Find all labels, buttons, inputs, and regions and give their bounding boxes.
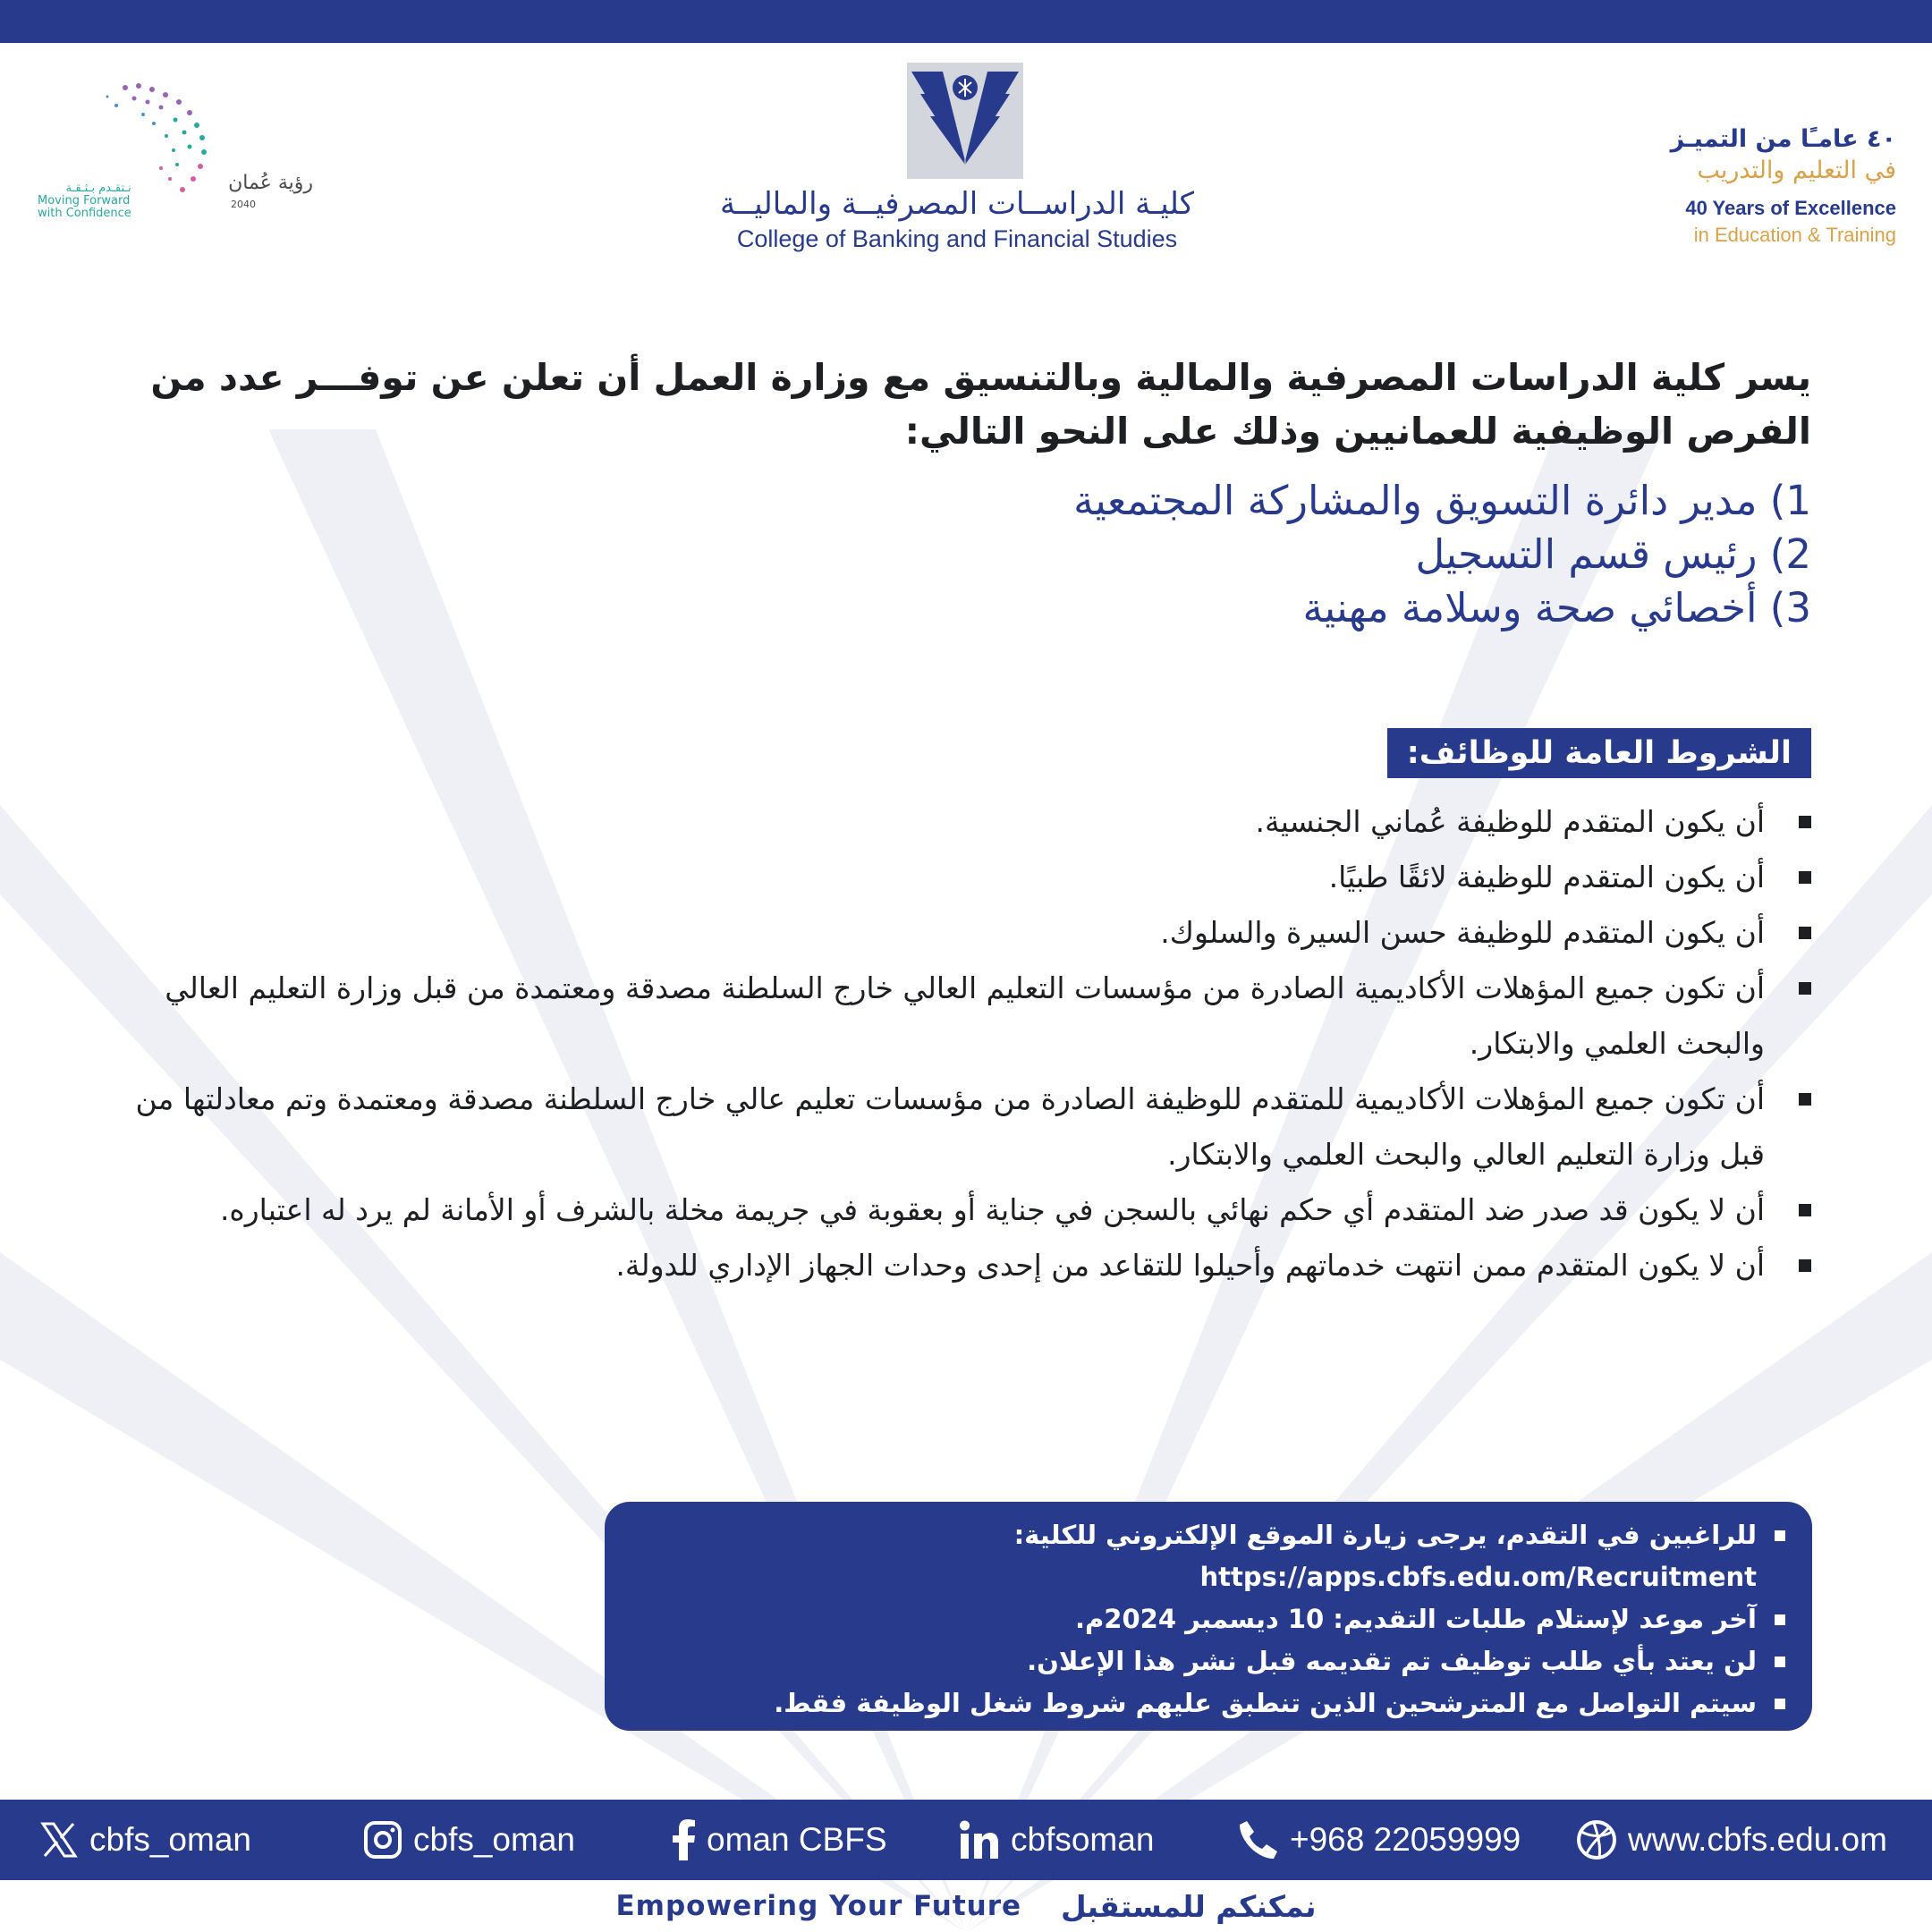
condition-text: أن لا يكون المتقدم ممن انتهت خدماتهم وأحيلوا للتقاعد من إحدى وحدات الجهاز الإداري للدولة.: [615, 1248, 1765, 1283]
vision-arabic-label: رؤية عُمان: [228, 172, 313, 194]
condition-text: أن يكون المتقدم للوظيفة حسن السيرة والسلوك.: [1160, 915, 1765, 950]
anniversary-en-line1: 40 Years of Excellence: [1685, 197, 1896, 219]
apply-deadline-item: [631, 1598, 1785, 1640]
condition-text: أن يكون المتقدم للوظيفة لائقًا طبيًا.: [1328, 860, 1765, 894]
condition-text: أن تكون جميع المؤهلات الأكاديمية للمتقدم للوظيفة الصادرة من مؤسسات تعليم عالي خارج السلطنة مصدقة ومعتمدة وتم معادلتها من قبل وزارة التعليم العالي والبحث العلمي والابتكار.: [135, 1081, 1765, 1172]
bullet-square-icon: [1775, 1699, 1785, 1709]
footer-phone-link[interactable]: [1238, 1800, 1521, 1880]
bullet-square-icon: [1799, 927, 1811, 939]
conditions-heading: الشروط العامة للوظائف:: [1387, 728, 1811, 778]
footer-website-url: www.cbfs.edu.om: [1628, 1821, 1887, 1858]
job-item: 1) مدير دائرة التسويق والمشاركة المجتمعية: [1073, 477, 1811, 524]
footer-website-link[interactable]: [1576, 1800, 1887, 1880]
tagline-arabic: نمكنكم للمستقبل: [1061, 1888, 1317, 1924]
footer-instagram-link[interactable]: [363, 1800, 575, 1880]
instagram-icon: [363, 1820, 402, 1860]
vision-tag-ar: نـتقـدم بـثـقـة: [65, 182, 131, 195]
condition-text: أن لا يكون قد صدر ضد المتقدم أي حكم نهائي بالسجن في جناية أو بعقوبة في جريمة مخلة بالشرف أو الأمانة لم يرد له اعتباره.: [219, 1192, 1765, 1227]
bullet-square-icon: [1799, 871, 1811, 884]
bullet-square-icon: [1799, 1204, 1811, 1216]
footer-facebook-link[interactable]: [673, 1800, 887, 1880]
bullet-square-icon: [1775, 1530, 1785, 1541]
anniversary-badge: [1671, 125, 1896, 247]
college-emblem-icon: [907, 63, 1023, 179]
footer-linkedin-handle: cbfsoman: [1011, 1821, 1155, 1858]
condition-item: [130, 905, 1811, 961]
bullet-square-icon: [1799, 982, 1811, 995]
facebook-icon: [673, 1819, 696, 1860]
apply-contact-item: [631, 1682, 1785, 1724]
linkedin-icon: [959, 1819, 1000, 1860]
condition-item: [130, 1238, 1811, 1293]
bullet-square-icon: [1775, 1614, 1785, 1625]
condition-text: أن تكون جميع المؤهلات الأكاديمية الصادرة من مؤسسات التعليم العالي خارج السلطنة مصدقة ومعتمدة من قبل وزارة التعليم العالي والبحث العلمي والابتكار.: [165, 970, 1765, 1061]
vision-tagline: [38, 182, 131, 220]
bullet-square-icon: [1799, 816, 1811, 828]
apply-prior-text: لن يعتد بأي طلب توظيف تم تقديمه قبل نشر هذا الإعلان.: [1027, 1646, 1757, 1676]
globe-icon: [1576, 1819, 1617, 1860]
top-bar: [0, 0, 1932, 43]
condition-item: [130, 1072, 1811, 1182]
footer-facebook-handle: oman CBFS: [707, 1821, 887, 1858]
intro-paragraph: يسر كلية الدراسات المصرفية والمالية وبالتنسيق مع وزارة العمل أن تعلن عن توفـــر عدد من الفرص الوظيفية للعمانيين وذلك على النحو التالي:: [150, 356, 1811, 453]
apply-visit-text: للراغبين في التقدم، يرجى زيارة الموقع الإلكتروني للكلية:: [1013, 1520, 1757, 1550]
x-icon: [39, 1820, 79, 1860]
college-name-arabic: كليـة الدراســات المصرفيــة والماليــة: [720, 186, 1194, 222]
anniversary-ar-line1: ٤٠ عامـًا من التميـز: [1670, 125, 1896, 153]
footer-x-handle: cbfs_oman: [89, 1821, 251, 1858]
vision-tag-en1: Moving Forward: [38, 194, 131, 208]
phone-icon: [1238, 1819, 1279, 1860]
conditions-list: [130, 794, 1811, 1293]
footer-x-link[interactable]: [39, 1800, 251, 1880]
footer-linkedin-link[interactable]: [959, 1800, 1154, 1880]
bullet-square-icon: [1799, 1259, 1811, 1272]
apply-list: [631, 1514, 1785, 1724]
oman-vision-logo: [27, 79, 313, 231]
apply-info-box: [605, 1502, 1812, 1731]
footer-instagram-handle: cbfs_oman: [413, 1821, 575, 1858]
condition-item: [130, 1182, 1811, 1238]
recruitment-url-link[interactable]: https://apps.cbfs.edu.om/Recruitment: [1199, 1562, 1757, 1592]
anniversary-en-line2: in Education & Training: [1693, 224, 1896, 246]
tagline: [0, 1880, 1932, 1932]
job-item: 3) أخصائي صحة وسلامة مهنية: [1302, 584, 1811, 631]
bullet-square-icon: [1799, 1093, 1811, 1106]
apply-contact-text: سيتم التواصل مع المترشحين الذين تنطبق عليهم شروط شغل الوظيفة فقط.: [774, 1688, 1757, 1718]
condition-item: [130, 794, 1811, 850]
college-name-english: College of Banking and Financial Studies: [736, 225, 1178, 252]
bullet-square-icon: [1775, 1657, 1785, 1667]
condition-item: [130, 961, 1811, 1072]
vision-tag-en2: with Confidence: [38, 207, 131, 220]
apply-deadline-text: آخر موعد لإستلام طلبات التقديم: 10 ديسمبر 2024م.: [1075, 1604, 1757, 1634]
job-item: 2) رئيس قسم التسجيل: [1415, 530, 1811, 578]
footer-bar: [0, 1800, 1932, 1880]
tagline-english: Empowering Your Future: [615, 1890, 1022, 1922]
footer-phone-number: +968 22059999: [1290, 1821, 1521, 1858]
condition-text: أن يكون المتقدم للوظيفة عُماني الجنسية.: [1255, 804, 1765, 839]
job-list: [470, 474, 1811, 635]
apply-prior-item: [631, 1640, 1785, 1682]
vision-year: 2040: [231, 199, 256, 210]
condition-item: [130, 850, 1811, 905]
apply-visit-item: [631, 1514, 1785, 1556]
anniversary-ar-line2: في التعليم والتدريب: [1697, 157, 1896, 184]
